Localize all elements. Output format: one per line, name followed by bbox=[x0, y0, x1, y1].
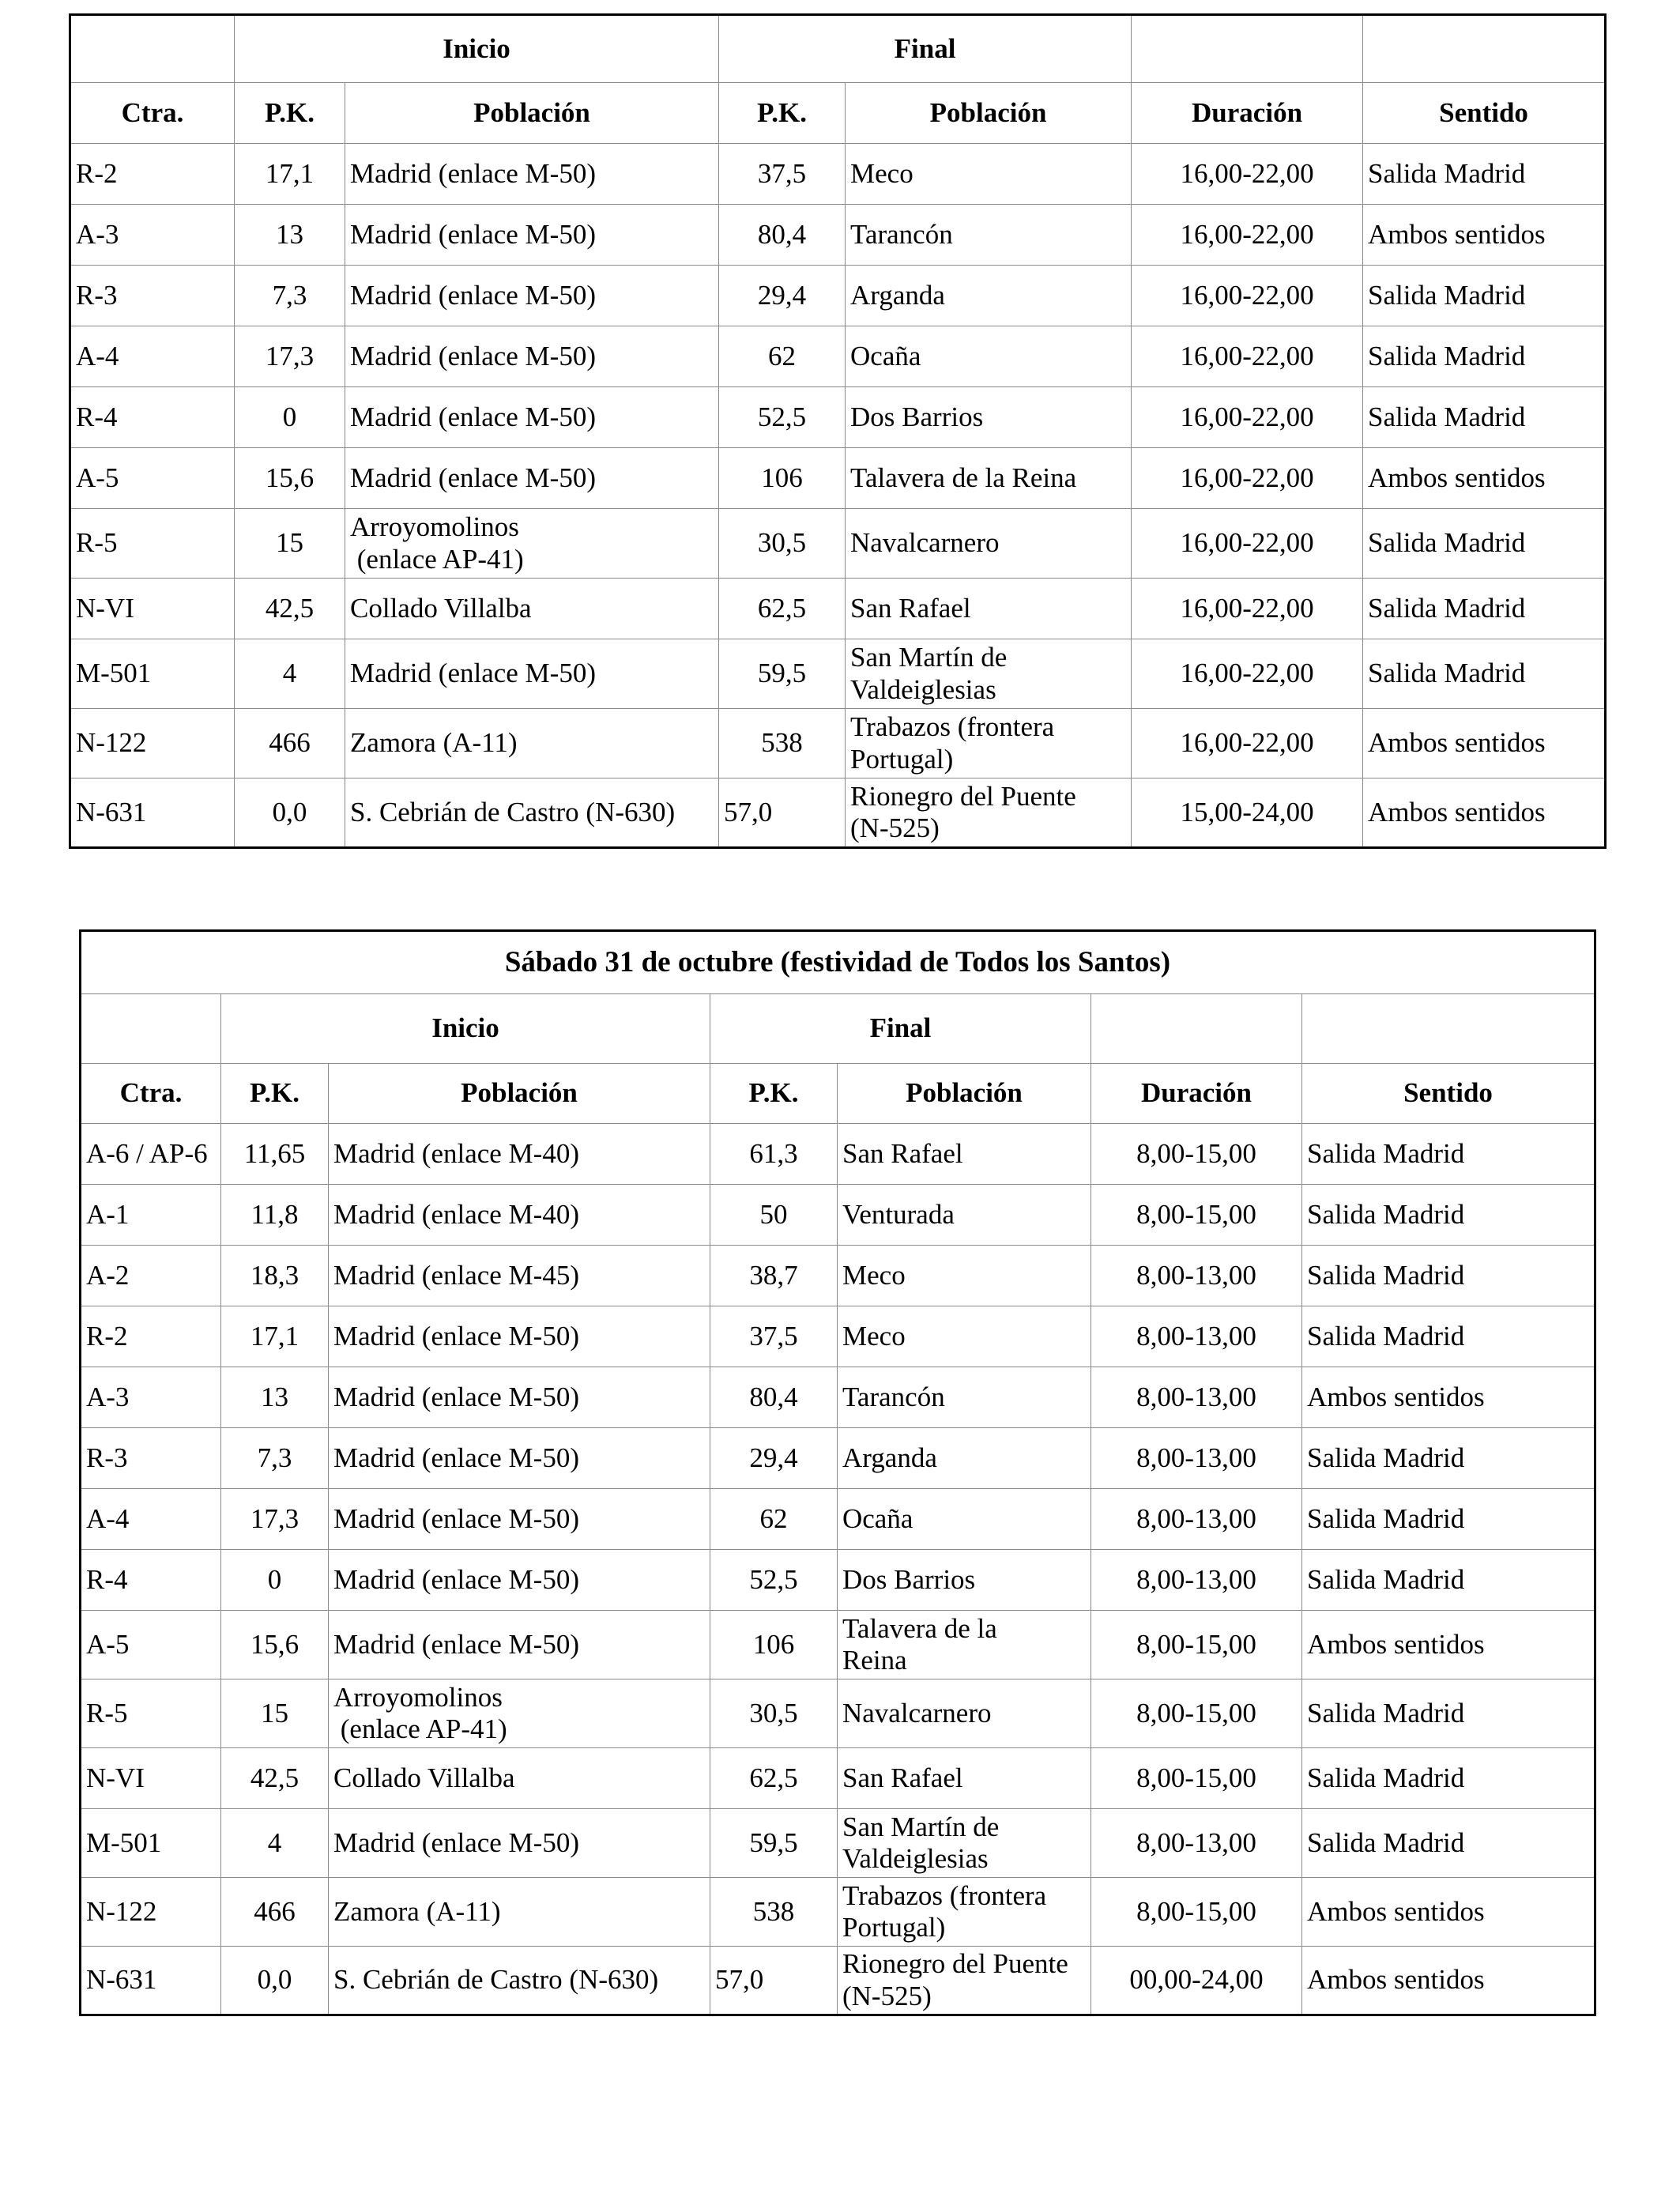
poblacion-inicio-cell: Madrid (enlace M-40) bbox=[329, 1185, 710, 1246]
sentido-cell: Salida Madrid bbox=[1302, 1124, 1595, 1185]
poblacion-final-cell: Meco bbox=[838, 1246, 1091, 1306]
sentido-cell: Ambos sentidos bbox=[1363, 205, 1606, 266]
sentido-cell: Salida Madrid bbox=[1363, 144, 1606, 205]
sentido-cell: Ambos sentidos bbox=[1363, 709, 1606, 778]
table-row bbox=[70, 579, 1606, 639]
duracion-cell: 8,00-15,00 bbox=[1091, 1185, 1302, 1246]
empty-header-cell bbox=[1091, 994, 1302, 1064]
sentido-cell: Salida Madrid bbox=[1302, 1748, 1595, 1809]
pk-inicio-cell: 7,3 bbox=[221, 1428, 329, 1489]
pk-final-cell: 538 bbox=[710, 1878, 838, 1947]
table-row bbox=[81, 1367, 1595, 1428]
poblacion-final-cell: Tarancón bbox=[846, 205, 1132, 266]
pk-final-cell: 59,5 bbox=[710, 1809, 838, 1878]
group-header-row bbox=[81, 994, 1595, 1064]
poblacion-inicio-header: Población bbox=[345, 83, 719, 144]
poblacion-final-cell: Talavera de la Reina bbox=[838, 1611, 1091, 1679]
pk-final-cell: 62 bbox=[710, 1489, 838, 1550]
table-row bbox=[70, 387, 1606, 448]
pk-inicio-cell: 15,6 bbox=[235, 448, 345, 509]
duracion-cell: 8,00-13,00 bbox=[1091, 1428, 1302, 1489]
table-row bbox=[70, 205, 1606, 266]
sentido-cell: Salida Madrid bbox=[1302, 1679, 1595, 1748]
poblacion-inicio-cell: Madrid (enlace M-50) bbox=[345, 639, 719, 709]
duracion-cell: 16,00-22,00 bbox=[1132, 387, 1363, 448]
duracion-cell: 16,00-22,00 bbox=[1132, 709, 1363, 778]
poblacion-final-cell: Navalcarnero bbox=[846, 509, 1132, 579]
poblacion-inicio-cell: Madrid (enlace M-50) bbox=[329, 1611, 710, 1679]
pk-inicio-cell: 0,0 bbox=[221, 1947, 329, 2015]
duracion-cell: 8,00-13,00 bbox=[1091, 1246, 1302, 1306]
poblacion-final-cell: Tarancón bbox=[838, 1367, 1091, 1428]
pk-inicio-cell: 0,0 bbox=[235, 778, 345, 848]
ctra-cell: R-3 bbox=[70, 266, 235, 326]
sentido-header: Sentido bbox=[1302, 1064, 1595, 1124]
poblacion-final-cell: Arganda bbox=[838, 1428, 1091, 1489]
poblacion-inicio-cell: Madrid (enlace M-50) bbox=[329, 1428, 710, 1489]
pk-inicio-cell: 7,3 bbox=[235, 266, 345, 326]
poblacion-final-cell: San Rafael bbox=[838, 1124, 1091, 1185]
ctra-cell: A-4 bbox=[81, 1489, 221, 1550]
pk-inicio-cell: 18,3 bbox=[221, 1246, 329, 1306]
ctra-cell: R-4 bbox=[81, 1550, 221, 1611]
inicio-header: Inicio bbox=[235, 15, 719, 83]
table-row bbox=[81, 1878, 1595, 1947]
pk-final-cell: 37,5 bbox=[710, 1306, 838, 1367]
pk-inicio-cell: 11,8 bbox=[221, 1185, 329, 1246]
table-row bbox=[81, 1489, 1595, 1550]
ctra-cell: R-5 bbox=[81, 1679, 221, 1748]
pk-inicio-cell: 17,3 bbox=[235, 326, 345, 387]
pk-final-cell: 59,5 bbox=[719, 639, 846, 709]
ctra-cell: A-5 bbox=[81, 1611, 221, 1679]
poblacion-final-cell: Rionegro del Puente (N-525) bbox=[838, 1947, 1091, 2015]
duracion-cell: 8,00-13,00 bbox=[1091, 1306, 1302, 1367]
pk-inicio-cell: 0 bbox=[235, 387, 345, 448]
poblacion-inicio-cell: Madrid (enlace M-50) bbox=[329, 1367, 710, 1428]
poblacion-inicio-cell: Madrid (enlace M-50) bbox=[345, 448, 719, 509]
ctra-cell: A-3 bbox=[81, 1367, 221, 1428]
pk-final-header: P.K. bbox=[719, 83, 846, 144]
poblacion-inicio-cell: Madrid (enlace M-50) bbox=[345, 387, 719, 448]
pk-final-cell: 62 bbox=[719, 326, 846, 387]
poblacion-final-cell: Navalcarnero bbox=[838, 1679, 1091, 1748]
poblacion-final-cell: Rionegro del Puente (N-525) bbox=[846, 778, 1132, 848]
pk-inicio-cell: 15 bbox=[235, 509, 345, 579]
ctra-cell: M-501 bbox=[70, 639, 235, 709]
duracion-cell: 8,00-15,00 bbox=[1091, 1878, 1302, 1947]
poblacion-inicio-cell: S. Cebrián de Castro (N-630) bbox=[345, 778, 719, 848]
poblacion-final-cell: San Rafael bbox=[846, 579, 1132, 639]
table-row bbox=[70, 778, 1606, 848]
duracion-cell: 16,00-22,00 bbox=[1132, 326, 1363, 387]
pk-inicio-cell: 42,5 bbox=[221, 1748, 329, 1809]
ctra-cell: R-5 bbox=[70, 509, 235, 579]
ctra-cell: R-2 bbox=[81, 1306, 221, 1367]
pk-final-cell: 37,5 bbox=[719, 144, 846, 205]
restrictions-table-1 bbox=[69, 13, 1607, 849]
duracion-cell: 15,00-24,00 bbox=[1132, 778, 1363, 848]
ctra-cell: N-VI bbox=[81, 1748, 221, 1809]
pk-final-cell: 62,5 bbox=[710, 1748, 838, 1809]
pk-final-cell: 62,5 bbox=[719, 579, 846, 639]
ctra-cell: R-3 bbox=[81, 1428, 221, 1489]
pk-inicio-cell: 4 bbox=[235, 639, 345, 709]
poblacion-final-cell: Trabazos (frontera Portugal) bbox=[846, 709, 1132, 778]
pk-inicio-cell: 11,65 bbox=[221, 1124, 329, 1185]
poblacion-final-cell: Ocaña bbox=[838, 1489, 1091, 1550]
ctra-cell: R-2 bbox=[70, 144, 235, 205]
sentido-cell: Salida Madrid bbox=[1363, 266, 1606, 326]
poblacion-inicio-cell: Arroyomolinos (enlace AP-41) bbox=[345, 509, 719, 579]
duracion-cell: 16,00-22,00 bbox=[1132, 144, 1363, 205]
poblacion-inicio-cell: Zamora (A-11) bbox=[345, 709, 719, 778]
sentido-header: Sentido bbox=[1363, 83, 1606, 144]
pk-final-cell: 30,5 bbox=[710, 1679, 838, 1748]
ctra-cell: A-5 bbox=[70, 448, 235, 509]
group-header-row bbox=[70, 15, 1606, 83]
duracion-cell: 16,00-22,00 bbox=[1132, 639, 1363, 709]
table-row bbox=[81, 1679, 1595, 1748]
pk-inicio-cell: 466 bbox=[221, 1878, 329, 1947]
table-row bbox=[70, 326, 1606, 387]
table-row bbox=[81, 1185, 1595, 1246]
final-header: Final bbox=[719, 15, 1132, 83]
duracion-cell: 16,00-22,00 bbox=[1132, 448, 1363, 509]
ctra-cell: A-6 / AP-6 bbox=[81, 1124, 221, 1185]
table-row bbox=[81, 1748, 1595, 1809]
table-row bbox=[81, 1306, 1595, 1367]
sentido-cell: Salida Madrid bbox=[1363, 509, 1606, 579]
poblacion-final-cell: San Martín de Valdeiglesias bbox=[838, 1809, 1091, 1878]
pk-inicio-cell: 13 bbox=[235, 205, 345, 266]
ctra-cell: N-631 bbox=[81, 1947, 221, 2015]
sentido-cell: Salida Madrid bbox=[1302, 1550, 1595, 1611]
ctra-cell: R-4 bbox=[70, 387, 235, 448]
poblacion-final-cell: Dos Barrios bbox=[846, 387, 1132, 448]
poblacion-final-cell: Talavera de la Reina bbox=[846, 448, 1132, 509]
pk-inicio-cell: 0 bbox=[221, 1550, 329, 1611]
pk-inicio-cell: 17,3 bbox=[221, 1489, 329, 1550]
sentido-cell: Ambos sentidos bbox=[1302, 1611, 1595, 1679]
table-1-body bbox=[70, 144, 1606, 848]
ctra-cell: A-2 bbox=[81, 1246, 221, 1306]
ctra-cell: M-501 bbox=[81, 1809, 221, 1878]
duracion-cell: 8,00-13,00 bbox=[1091, 1489, 1302, 1550]
poblacion-inicio-cell: Madrid (enlace M-50) bbox=[345, 205, 719, 266]
sentido-cell: Salida Madrid bbox=[1363, 387, 1606, 448]
table-title: Sábado 31 de octubre (festividad de Todos los Santos) bbox=[81, 931, 1595, 994]
sentido-cell: Ambos sentidos bbox=[1363, 448, 1606, 509]
pk-final-cell: 29,4 bbox=[710, 1428, 838, 1489]
sentido-cell: Salida Madrid bbox=[1363, 639, 1606, 709]
restrictions-table-2 bbox=[79, 929, 1596, 2016]
pk-inicio-cell: 15,6 bbox=[221, 1611, 329, 1679]
poblacion-final-cell: Dos Barrios bbox=[838, 1550, 1091, 1611]
poblacion-inicio-cell: Madrid (enlace M-50) bbox=[345, 266, 719, 326]
sentido-cell: Ambos sentidos bbox=[1302, 1878, 1595, 1947]
sentido-cell: Salida Madrid bbox=[1302, 1246, 1595, 1306]
table-row bbox=[81, 1611, 1595, 1679]
table-row bbox=[70, 448, 1606, 509]
poblacion-inicio-cell: Madrid (enlace M-50) bbox=[345, 144, 719, 205]
sentido-cell: Salida Madrid bbox=[1302, 1428, 1595, 1489]
duracion-cell: 8,00-15,00 bbox=[1091, 1679, 1302, 1748]
pk-final-cell: 57,0 bbox=[710, 1947, 838, 2015]
ctra-header: Ctra. bbox=[70, 83, 235, 144]
pk-final-header: P.K. bbox=[710, 1064, 838, 1124]
duracion-cell: 8,00-13,00 bbox=[1091, 1367, 1302, 1428]
table-row bbox=[70, 509, 1606, 579]
duracion-cell: 16,00-22,00 bbox=[1132, 579, 1363, 639]
sentido-cell: Salida Madrid bbox=[1302, 1185, 1595, 1246]
table-2-body bbox=[81, 1124, 1595, 2015]
ctra-cell: A-1 bbox=[81, 1185, 221, 1246]
poblacion-final-cell: Trabazos (frontera Portugal) bbox=[838, 1878, 1091, 1947]
pk-final-cell: 29,4 bbox=[719, 266, 846, 326]
poblacion-final-cell: Venturada bbox=[838, 1185, 1091, 1246]
poblacion-inicio-cell: Madrid (enlace M-50) bbox=[329, 1550, 710, 1611]
poblacion-inicio-cell: Madrid (enlace M-50) bbox=[345, 326, 719, 387]
final-header: Final bbox=[710, 994, 1091, 1064]
pk-inicio-cell: 15 bbox=[221, 1679, 329, 1748]
pk-final-cell: 80,4 bbox=[719, 205, 846, 266]
pk-final-cell: 50 bbox=[710, 1185, 838, 1246]
table-row bbox=[81, 1428, 1595, 1489]
duracion-cell: 8,00-15,00 bbox=[1091, 1124, 1302, 1185]
pk-inicio-header: P.K. bbox=[221, 1064, 329, 1124]
table-row bbox=[70, 266, 1606, 326]
pk-inicio-cell: 466 bbox=[235, 709, 345, 778]
pk-inicio-cell: 4 bbox=[221, 1809, 329, 1878]
empty-header-cell bbox=[1302, 994, 1595, 1064]
sentido-cell: Salida Madrid bbox=[1302, 1489, 1595, 1550]
ctra-cell: N-VI bbox=[70, 579, 235, 639]
poblacion-final-cell: Arganda bbox=[846, 266, 1132, 326]
poblacion-inicio-cell: Zamora (A-11) bbox=[329, 1878, 710, 1947]
poblacion-inicio-cell: S. Cebrián de Castro (N-630) bbox=[329, 1947, 710, 2015]
table-row bbox=[70, 144, 1606, 205]
table-row bbox=[70, 709, 1606, 778]
column-header-row bbox=[70, 83, 1606, 144]
ctra-cell: N-631 bbox=[70, 778, 235, 848]
sentido-cell: Salida Madrid bbox=[1363, 326, 1606, 387]
pk-inicio-cell: 42,5 bbox=[235, 579, 345, 639]
poblacion-inicio-cell: Collado Villalba bbox=[329, 1748, 710, 1809]
duracion-cell: 8,00-13,00 bbox=[1091, 1809, 1302, 1878]
duracion-cell: 16,00-22,00 bbox=[1132, 509, 1363, 579]
table-row bbox=[81, 1124, 1595, 1185]
poblacion-inicio-cell: Madrid (enlace M-40) bbox=[329, 1124, 710, 1185]
column-header-row bbox=[81, 1064, 1595, 1124]
pk-final-cell: 106 bbox=[710, 1611, 838, 1679]
ctra-cell: A-4 bbox=[70, 326, 235, 387]
poblacion-final-cell: San Martín de Valdeiglesias bbox=[846, 639, 1132, 709]
table-row bbox=[81, 1809, 1595, 1878]
poblacion-final-cell: San Rafael bbox=[838, 1748, 1091, 1809]
sentido-cell: Ambos sentidos bbox=[1363, 778, 1606, 848]
pk-final-cell: 52,5 bbox=[710, 1550, 838, 1611]
pk-final-cell: 52,5 bbox=[719, 387, 846, 448]
pk-final-cell: 106 bbox=[719, 448, 846, 509]
poblacion-final-cell: Ocaña bbox=[846, 326, 1132, 387]
ctra-cell: A-3 bbox=[70, 205, 235, 266]
duracion-cell: 00,00-24,00 bbox=[1091, 1947, 1302, 2015]
poblacion-inicio-cell: Madrid (enlace M-50) bbox=[329, 1809, 710, 1878]
table-row bbox=[81, 1550, 1595, 1611]
ctra-header: Ctra. bbox=[81, 1064, 221, 1124]
pk-inicio-cell: 17,1 bbox=[221, 1306, 329, 1367]
pk-final-cell: 61,3 bbox=[710, 1124, 838, 1185]
duracion-cell: 8,00-13,00 bbox=[1091, 1550, 1302, 1611]
poblacion-final-cell: Meco bbox=[846, 144, 1132, 205]
pk-inicio-header: P.K. bbox=[235, 83, 345, 144]
empty-header-cell bbox=[1132, 15, 1363, 83]
empty-header-cell bbox=[70, 15, 235, 83]
pk-final-cell: 57,0 bbox=[719, 778, 846, 848]
inicio-header: Inicio bbox=[221, 994, 710, 1064]
poblacion-final-header: Población bbox=[838, 1064, 1091, 1124]
empty-header-cell bbox=[81, 994, 221, 1064]
duracion-cell: 8,00-15,00 bbox=[1091, 1748, 1302, 1809]
poblacion-inicio-cell: Madrid (enlace M-50) bbox=[329, 1306, 710, 1367]
duracion-cell: 16,00-22,00 bbox=[1132, 266, 1363, 326]
table-row bbox=[81, 1246, 1595, 1306]
sentido-cell: Ambos sentidos bbox=[1302, 1947, 1595, 2015]
pk-final-cell: 80,4 bbox=[710, 1367, 838, 1428]
duracion-header: Duración bbox=[1132, 83, 1363, 144]
pk-final-cell: 538 bbox=[719, 709, 846, 778]
table-row bbox=[81, 1947, 1595, 2015]
empty-header-cell bbox=[1363, 15, 1606, 83]
pk-inicio-cell: 17,1 bbox=[235, 144, 345, 205]
sentido-cell: Salida Madrid bbox=[1363, 579, 1606, 639]
poblacion-inicio-cell: Madrid (enlace M-45) bbox=[329, 1246, 710, 1306]
poblacion-final-header: Población bbox=[846, 83, 1132, 144]
pk-final-cell: 38,7 bbox=[710, 1246, 838, 1306]
poblacion-inicio-header: Población bbox=[329, 1064, 710, 1124]
pk-final-cell: 30,5 bbox=[719, 509, 846, 579]
duracion-cell: 8,00-15,00 bbox=[1091, 1611, 1302, 1679]
sentido-cell: Ambos sentidos bbox=[1302, 1367, 1595, 1428]
ctra-cell: N-122 bbox=[70, 709, 235, 778]
duracion-header: Duración bbox=[1091, 1064, 1302, 1124]
title-row bbox=[81, 931, 1595, 994]
poblacion-inicio-cell: Collado Villalba bbox=[345, 579, 719, 639]
ctra-cell: N-122 bbox=[81, 1878, 221, 1947]
poblacion-final-cell: Meco bbox=[838, 1306, 1091, 1367]
duracion-cell: 16,00-22,00 bbox=[1132, 205, 1363, 266]
pk-inicio-cell: 13 bbox=[221, 1367, 329, 1428]
table-row bbox=[70, 639, 1606, 709]
sentido-cell: Salida Madrid bbox=[1302, 1306, 1595, 1367]
poblacion-inicio-cell: Madrid (enlace M-50) bbox=[329, 1489, 710, 1550]
sentido-cell: Salida Madrid bbox=[1302, 1809, 1595, 1878]
poblacion-inicio-cell: Arroyomolinos (enlace AP-41) bbox=[329, 1679, 710, 1748]
